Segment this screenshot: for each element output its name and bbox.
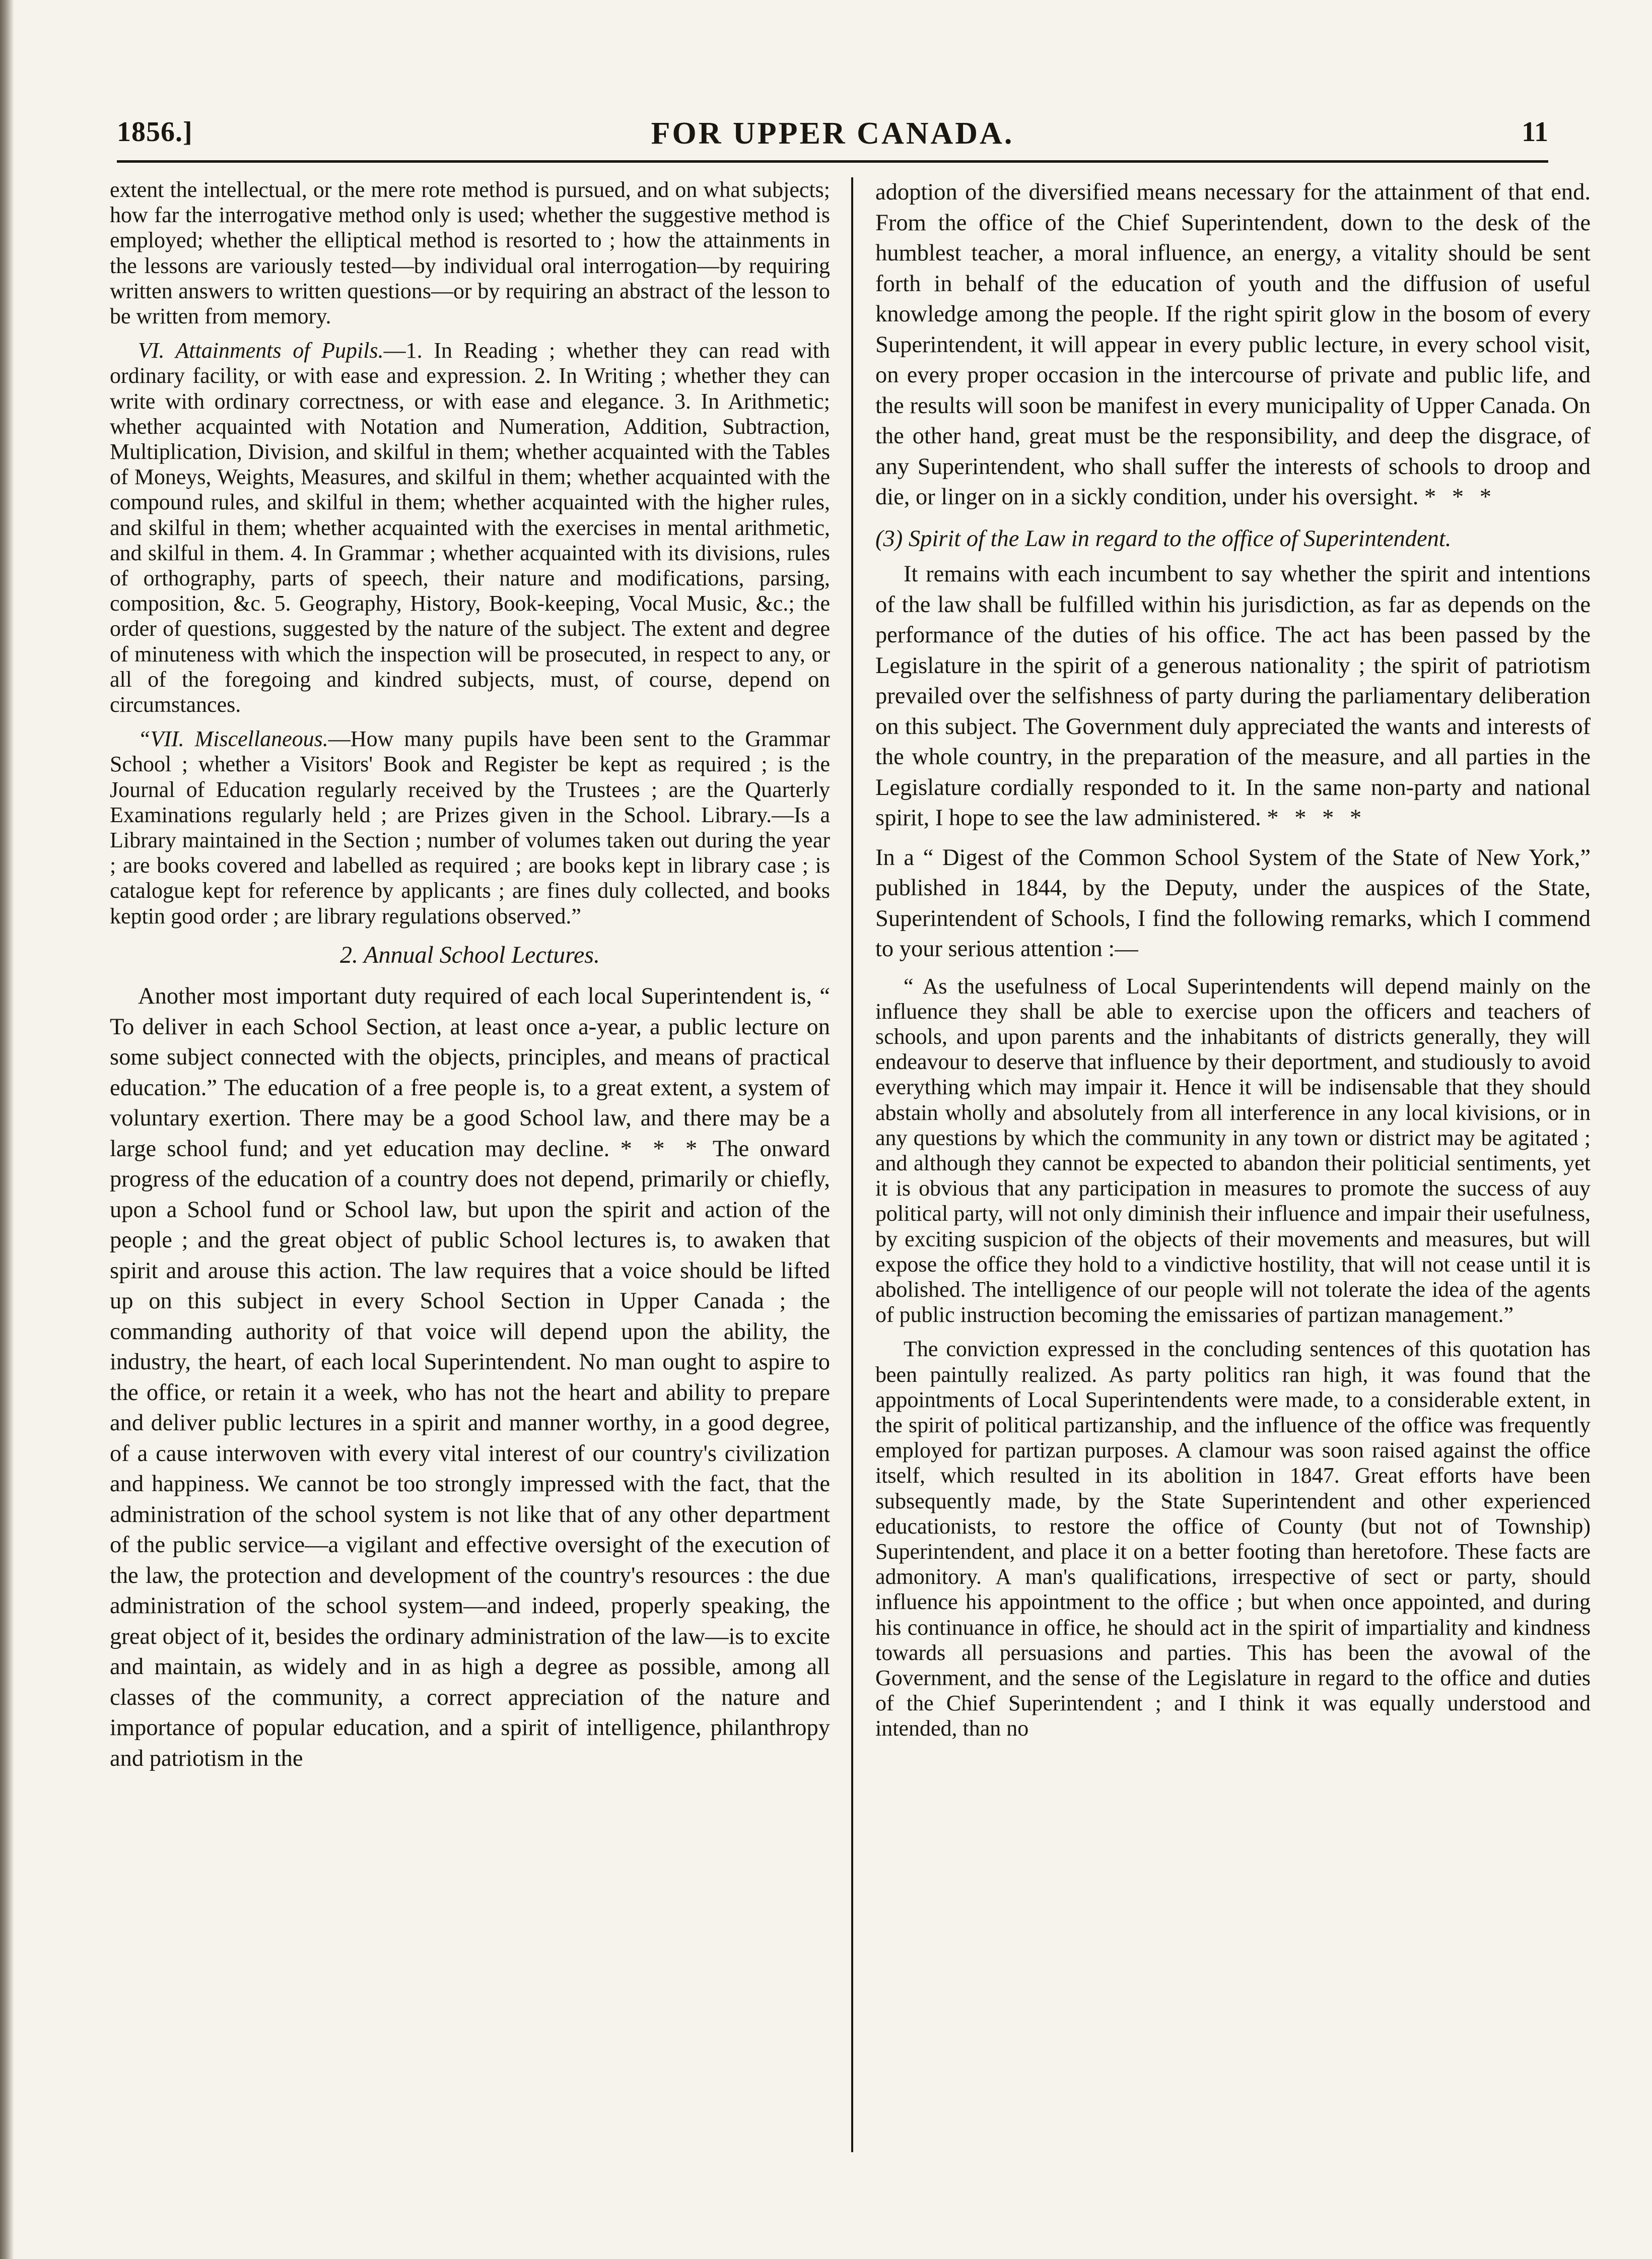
section-heading-lectures: 2. Annual School Lectures. <box>340 941 600 968</box>
lectures-text-1: Another most important duty required of each local Superintendent is, “ To deliver in each School Section, at least once a-year, a public lecture on some subject connected with the objects, principles, and means of practical education.” The education of a free people is, to a great extent, a system of voluntary exertion. There may be a good School law, and there may be a large school fund; and yet education may decline. <box>110 983 830 1162</box>
ellipsis-stars-3: * * * * <box>1267 805 1367 831</box>
label-miscellaneous: “VII. Miscellaneous. <box>138 726 328 752</box>
spirit-text: It remains with each incumbent to say whether the spirit and intentions of the law shall be fulfilled within his jurisdiction, as far as depends on the performance of the duties of his office. The act has been passed by the Legislature in the spirit of a generous nationality ; the spirit of patriotism prevailed over the selfishness of party during the parliamentary deliberation on this subject. The Government duly appreciated the wants and interests of the whole country, in the preparation of the measure, and all parties in the Legislature cordially responded to it. In the same non-party and national spirit, I hope to see the law administered. <box>875 561 1591 831</box>
header-title: FOR UPPER CANADA. <box>651 116 1014 151</box>
paragraph-attainments <box>110 338 830 717</box>
paragraph-miscellaneous <box>110 726 830 929</box>
quotation-block: “ As the usefulness of Local Superintendents will depend mainly on the influence they shall be able to exercise upon the officers and teachers of schools, and upon parents and the inhabitants of districts generally, they will endeavour to deserve that influence by their deportment, and studiously to avoid everything which may impair it. Hence it will be indisensable that they should abstain wholly and absolutely from all interference in any local kivisions, or in any questions by which the community in any town or district may be agitated ; and although they cannot be expected to abandon their politicial sentiments, yet it is obvious that any participation in measures to promote the success of auy political party, will not only diminish their influence and impair their usefulness, by exciting suspicion of the objects of their movements and measures, but will expose the office they hold to a vindictive hostility, that will not cease until it is abolished. The intelligence of our people will not tolerate the idea of the agents of public instruction becoming the emissaries of partizan management.” <box>875 973 1591 1327</box>
body-miscellaneous: —How many pupils have been sent to the Grammar School ; whether a Visitors' Book and Register be kept as required ; is the Journal of Education regularly received by the Trustees ; are the Quarterly Examinations regularly held ; are Prizes given in the School. Library.—Is a Library maintained in the Section ; number of volumes taken out during the year ; are books covered and labelled as required ; are books kept in library case ; is catalogue kept for reference by applicants ; are fines duly collected, and books keptin good order ; are library regulations observed.” <box>110 726 831 928</box>
right-column <box>875 177 1591 1751</box>
paragraph-method: extent the intellectual, or the mere rote method is pursued, and on what subjects; how far the interrogative method only is used; whether the suggestive method is employed; whether the elliptical method is resorted to ; how the attainments in the lessons are variously tested—by individual oral interrogation—by requiring written answers to written questions—or by requiring an abstract of the lesson to be written from memory. <box>110 177 830 329</box>
lectures-text-2: The onward progress of the education of a country does not depend, primarily or chiefly, upon a School fund or School law, but upon the spirit and action of the people ; and the great object of public School lectures is, to awaken that spirit and arouse this action. The law requires that a voice should be lifted up on this subject in every School Section in Upper Canada ; the commanding authority of that voice will depend upon the ability, the industry, the heart, of each local Superintendent. No man ought to aspire to the office, or retain it a week, who has not the heart and ability to prepare and deliver public lectures in a spirit and manner worthy, in a good degree, of a cause interwoven with every vital interest of our country's civilization and happiness. We cannot be too strongly impressed with the fact, that the administration of the school system is not like that of any other department of the public service—a vigilant and effective oversight of the execution of the law, the protection and development of the country's resources : the due administration of the school system—and indeed, properly speaking, the great object of it, besides the ordinary administration of the law—is to excite and maintain, as widely and in as high a degree as possible, among all classes of the community, a correct appreciation of the nature and importance of popular education, and a spirit of intelligence, philanthropy and patriotism in the <box>110 1136 831 1771</box>
paragraph-lectures-1 <box>110 981 830 1774</box>
running-header <box>117 112 1548 163</box>
left-column <box>110 177 830 1783</box>
page-number: 11 <box>1522 116 1548 148</box>
subheading-spirit-of-law: (3) Spirit of the Law in regard to the office of Superintendent. <box>875 525 1452 552</box>
ellipsis-stars-1: * * * <box>620 1136 703 1162</box>
binding-edge <box>0 0 14 2259</box>
column-divider <box>851 177 853 2152</box>
ellipsis-stars-2: * * * <box>1424 484 1496 510</box>
paragraph-digest: In a “ Digest of the Common School System of the State of New York,” published in 1844, by the Deputy, under the auspices of the State, Superintendent of Schools, I find the following remarks, which I commend to your serious attention :— <box>875 844 1591 962</box>
paragraph-conviction: The conviction expressed in the concluding sentences of this quotation has been paintully realized. As party politics ran high, it was found that the appointments of Local Superintendents were made, to a considerable extent, in the spirit of political partizanship, and the influence of the office was frequently employed for partizan purposes. A clamour was soon raised against the office itself, which resulted in its abolition in 1847. Great efforts have been subsequently made, by the State Superintendent and other experienced educationists, to restore the office of County (but not of Township) Superintendent, and place it on a better footing than heretofore. These facts are admonitory. A man's qualifications, irrespective of sect or party, should influence his appointment to the office ; but when once appointed, and during his continuance in office, he should act in the spirit of impartiality and kindness towards all persuasions and parties. This has been the avowal of the Government, and the sense of the Legislature in regard to the office and duties of the Chief Superintendent ; and I think it was equally understood and intended, than no <box>875 1337 1591 1741</box>
header-year: 1856.] <box>117 116 193 148</box>
continuation-text: adoption of the diversified means necessary for the attainment of that end. From the office of the Chief Superintendent, down to the desk of the humblest teacher, a moral influence, an energy, a vitality should be sent forth in behalf of the education of youth and the diffusion of useful knowledge among the people. If the right spirit glow in the bosom of every Superintendent, it will appear in every public lecture, in every school visit, on every proper occasion in the intercourse of private and public life, and the results will soon be manifest in every municipality of Upper Canada. On the other hand, great must be the responsibility, and deep the disgrace, of any Superintendent, who shall suffer the interests of schools to droop and die, or linger on in a sickly condition, under his oversight. <box>875 179 1591 510</box>
body-attainments: —1. In Reading ; whether they can read with ordinary facility, or with ease and expression. 2. In Writing ; whether they can write with ordinary correctness, or with ease and elegance. 3. In Arithmetic; whether acquainted with Notation and Numeration, Addition, Subtraction, Multiplication, Division, and skilful in them; whether acquainted with the Tables of Moneys, Weights, Measures, and skilful in them; whether acquainted with the compound rules, and skilful in them; whether acquainted with the higher rules, and skilful in them; whether acquainted with the exercises in mental arithmetic, and skilful in them. 4. In Grammar ; whether acquainted with its divisions, rules of orthography, parts of speech, their nature and modifications, parsing, composition, &c. 5. Geography, History, Book-keeping, Vocal Music, &c.; the order of questions, suggested by the nature of the subject. The extent and degree of minuteness with which the inspection will be prosecuted, in respect to any, or all of the foregoing and kindred subjects, must, of course, depend on circumstances. <box>110 338 830 717</box>
paragraph-spirit <box>875 559 1591 834</box>
label-attainments: VI. Attainments of Pupils. <box>138 338 384 363</box>
paragraph-continuation <box>875 177 1591 513</box>
